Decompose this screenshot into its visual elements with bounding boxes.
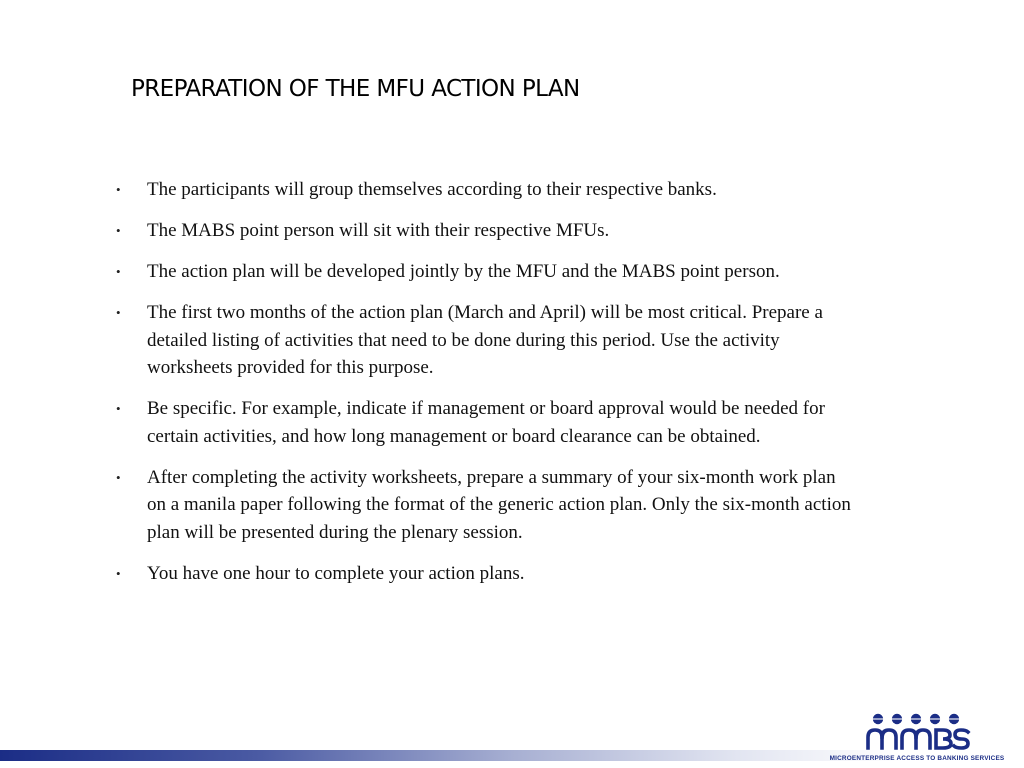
slide-title: PREPARATION OF THE MFU ACTION PLAN (131, 76, 580, 102)
bullet-point-icon: • (116, 182, 121, 197)
bullet-point-icon: • (116, 264, 121, 279)
bullet-item (116, 299, 856, 382)
bullet-item (116, 560, 856, 588)
bullet-point-icon: • (116, 469, 121, 485)
bullet-text: After completing the activity worksheets, prepare a summary of your six-month work plan on a manila paper following the format of the generic action plan. Only the six-month action plan will be presented during the plenary session. (147, 466, 851, 543)
bullet-text: The first two months of the action plan (March and April) will be most critical. Prepare a detailed listing of activities that need to be done during this period. Use the activity worksheets provided for this purpose. (147, 302, 823, 378)
bullet-text: You have one hour to complete your action plans. (147, 562, 525, 584)
bullet-point-icon: • (116, 565, 121, 581)
mabs-logo-mark-icon (822, 710, 1012, 756)
bullet-item (116, 176, 856, 204)
bullet-item (116, 395, 856, 450)
bullet-item (116, 217, 856, 245)
bullet-item (116, 464, 856, 547)
bullet-point-icon: • (116, 223, 121, 238)
bullet-text: The participants will group themselves according to their respective banks. (147, 179, 717, 200)
mabs-logo (822, 710, 1012, 766)
logo-tagline: MICROENTERPRISE ACCESS TO BANKING SERVICES (829, 755, 1005, 762)
bullet-list (116, 176, 856, 601)
bullet-text: The MABS point person will sit with their respective MFUs. (147, 220, 610, 241)
bullet-point-icon: • (116, 305, 121, 320)
bullet-point-icon: • (116, 401, 121, 416)
bullet-item (116, 258, 856, 286)
bullet-text: Be specific. For example, indicate if management or board approval would be needed for certain activities, and how long management or board clearance can be obtained. (147, 398, 825, 447)
bullet-text: The action plan will be developed jointly by the MFU and the MABS point person. (147, 261, 780, 282)
